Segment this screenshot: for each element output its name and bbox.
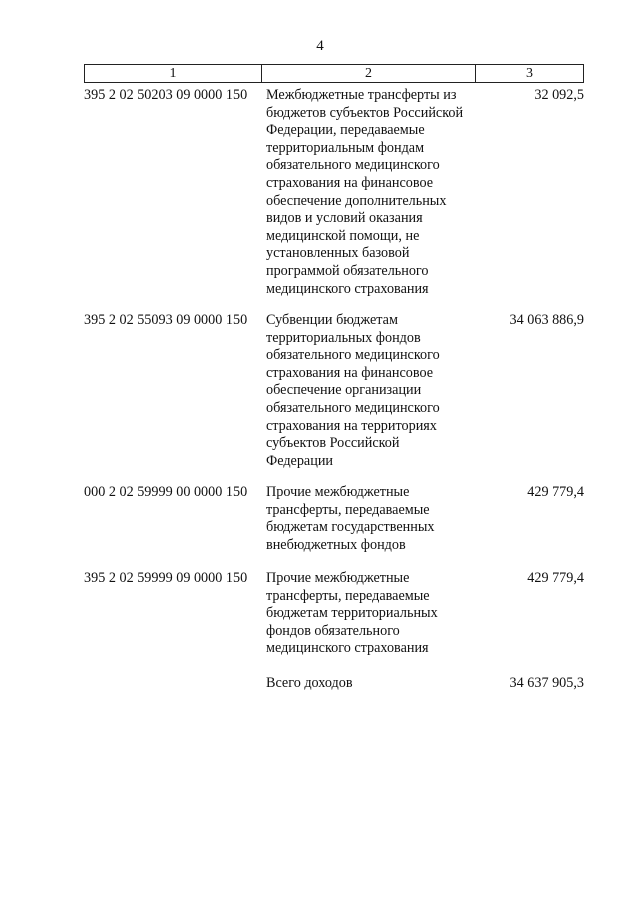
amount-value: 34 063 886,9: [509, 312, 584, 328]
budget-code: 395 2 02 50203 09 0000 150: [84, 87, 248, 103]
table-column-header: [84, 64, 584, 83]
income-description: Прочие межбюджетные трансферты, передаваемые бюджетам государственных внебюджетных фондов: [266, 484, 435, 553]
income-description: Субвенции бюджетам территориальных фондов обязательного медицинского страхования на финансовое обеспечение организации обязательного медицинского страхования на территориях субъектов Российской Федерации: [266, 312, 440, 469]
budget-code: 000 2 02 59999 00 0000 150: [84, 484, 248, 500]
column-number-3: 3: [526, 66, 533, 81]
income-description: Прочие межбюджетные трансферты, передаваемые бюджетам территориальных фондов обязательного медицинского страхования: [266, 570, 438, 657]
total-label: Всего доходов: [266, 675, 353, 691]
amount-value: 32 092,5: [534, 87, 584, 103]
budget-code: 395 2 02 55093 09 0000 150: [84, 312, 248, 328]
amount-value: 429 779,4: [527, 484, 584, 500]
amount-value: 429 779,4: [527, 570, 584, 586]
budget-code: 395 2 02 59999 09 0000 150: [84, 570, 248, 586]
income-description: Межбюджетные трансферты из бюджетов субъектов Российской Федерации, передаваемые территориальным фондам обязательного медицинского страхования на финансовое обеспечение дополнительных видов и условий оказания медицинской помощи, не установленных базовой программой обязательного медицинского страхования: [266, 87, 464, 297]
total-amount: 34 637 905,3: [509, 675, 584, 691]
column-number-1: 1: [85, 65, 262, 82]
page-number: 4: [316, 38, 324, 54]
column-number-2: 2: [262, 65, 476, 82]
